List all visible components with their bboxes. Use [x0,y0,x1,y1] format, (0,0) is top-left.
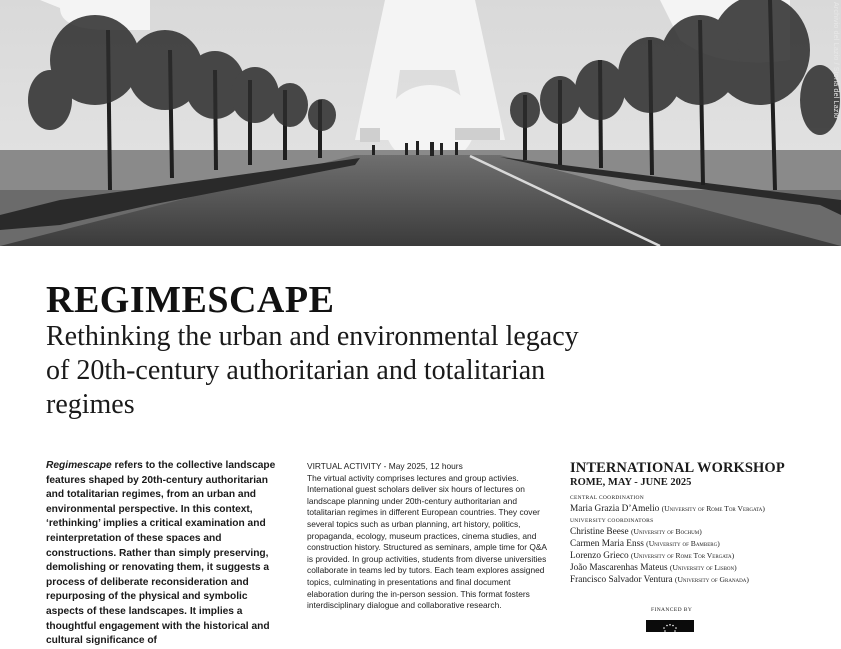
page-title: REGIMESCAPE [46,279,335,321]
workshop-panel [570,460,832,613]
coordinator-entry [570,526,832,538]
university-coordinators-label: UNIVERSITY COORDINATORS [570,518,654,524]
virtual-activity [307,461,549,612]
intro-lead: Regimescape [46,460,112,471]
person-affiliation: (University of Bochum) [630,527,702,536]
person-affiliation: (University of Granada) [674,575,749,584]
intro-paragraph [46,459,284,649]
workshop-subtitle: ROME, MAY - JUNE 2025 [570,477,692,488]
person-name: Francisco Salvador Ventura [570,575,673,585]
person-affiliation: (University of Bamberg) [646,539,720,548]
person-affiliation: (University of Lisbon) [669,563,737,572]
virtual-activity-label: VIRTUAL ACTIVITY - May 2025, 12 hours [307,461,463,471]
person-name: Carmen Maria Enss [570,539,644,549]
person-name: João Mascarenhas Mateus [570,563,668,573]
virtual-activity-text: The virtual activity comprises lectures and group activies. International guest scholars deliver six hours of lectures on landscape planning under 20th-century authoritarian and totalitarian regimes in different European countries. They cover several topics such as urban planning, art history, politics, propaganda, ecology, museum practices, cinema studies, and construction history. Structured as seminars, ample time for Q&A is provided. In group activities, students from diverse universities collaborate in teams led by tutors. Each team explores assigned topics, culminating in presentations and final document elaboration during the in-person session. This format fosters interdisciplinary dialogue and collaborative research. [307,472,547,611]
person-affiliation: (University of Rome Tor Vergata) [661,504,765,513]
coordinator-entry [570,574,832,586]
person-affiliation: (University of Rome Tor Vergata) [630,551,735,560]
person-name: Christine Beese [570,527,629,537]
photo-credit: Archivio del Lazio / Storia del Lazio [832,2,839,119]
eu-flag-icon [646,620,694,632]
person-name: Lorenzo Grieco [570,551,629,561]
coordinator-entry [570,503,832,515]
workshop-title: INTERNATIONAL WORKSHOP [570,460,785,476]
hero-photo [0,0,841,246]
central-coordination-label: CENTRAL COORDINATION [570,495,645,501]
financed-by-label: FINANCED BY [651,607,693,613]
person-name: Maria Grazia D’Amelio [570,504,660,514]
intro-text: refers to the collective landscape features shaped by 20th-century authoritarian and totalitarian regimes, from an urban and environmental perspective. In this context, ‘rethinking’ implies a critical examination and reinterpretation of these spaces and constructions. Rather than simply preserving, demolishing or renovating them, it suggests a process of deliberate reconsideration and repurposing of the physical and symbolic aspects of these landscapes. It implies a thoughtful engagement with the historical and cultural significance of [46,460,276,647]
page-subtitle: Rethinking the urban and environmental legacy of 20th-century authoritarian and totalitarian regimes [46,321,579,420]
coordinator-entry [570,550,832,562]
coordinator-entry [570,562,832,574]
coordinator-entry [570,538,832,550]
